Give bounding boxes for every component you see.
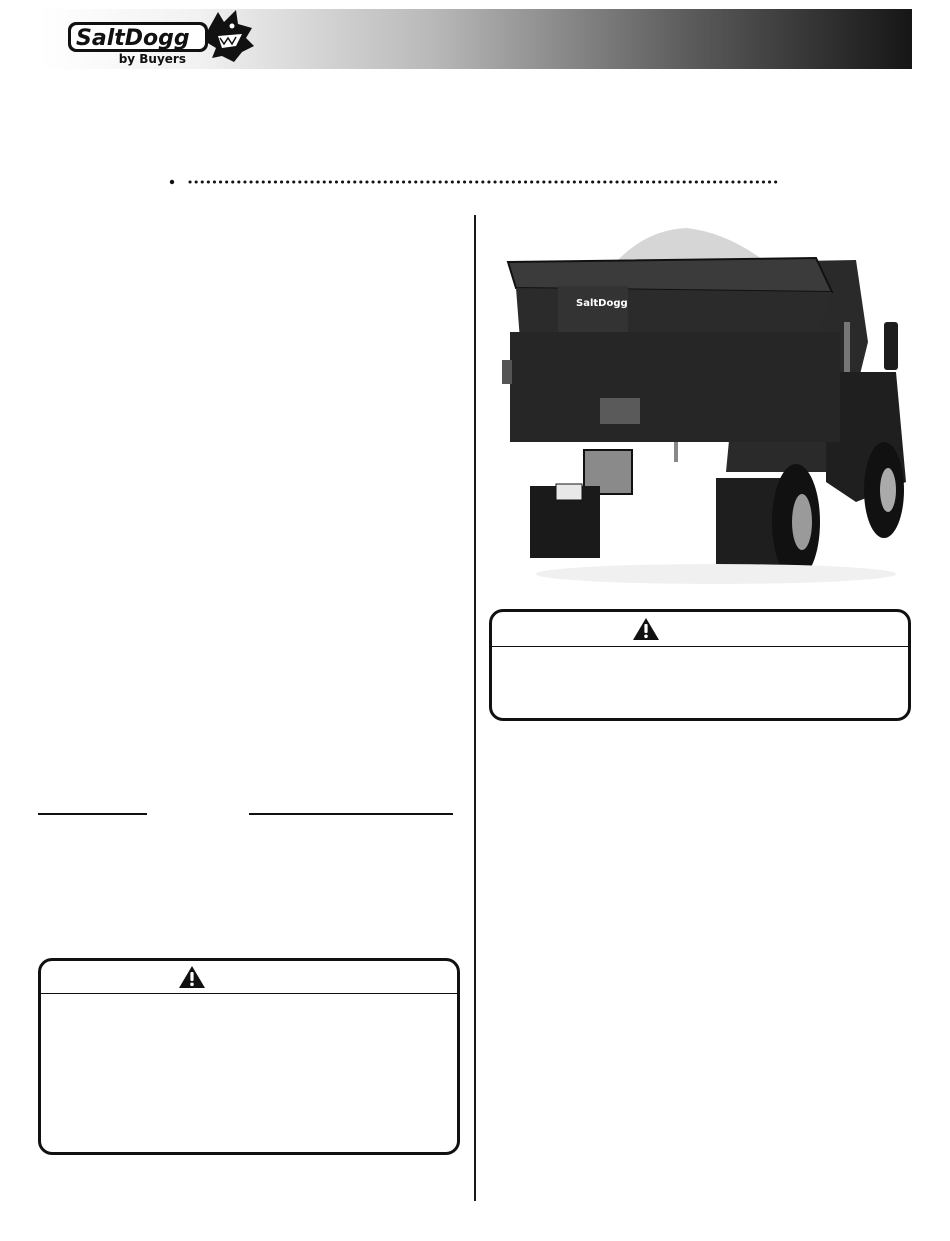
warning-triangle-icon [632,617,660,641]
dotted-divider [168,178,780,186]
dog-mascot-icon [206,10,254,62]
warning-box-left [38,958,460,1155]
sub-brand-logo-text: by Buyers [118,52,186,66]
truck-spreader-photo [496,222,914,588]
warning-box-right-header [492,612,908,647]
left-rule-short [38,813,147,815]
warning-box-right [489,609,911,721]
left-rule-long [249,813,453,815]
hopper-brand-text: SaltDogg [576,298,628,309]
warning-triangle-icon [178,965,206,989]
warning-box-left-header [41,961,457,994]
column-divider [474,215,476,1201]
brand-logo-text: SaltDogg [76,26,190,51]
saltdogg-logo [66,8,256,68]
